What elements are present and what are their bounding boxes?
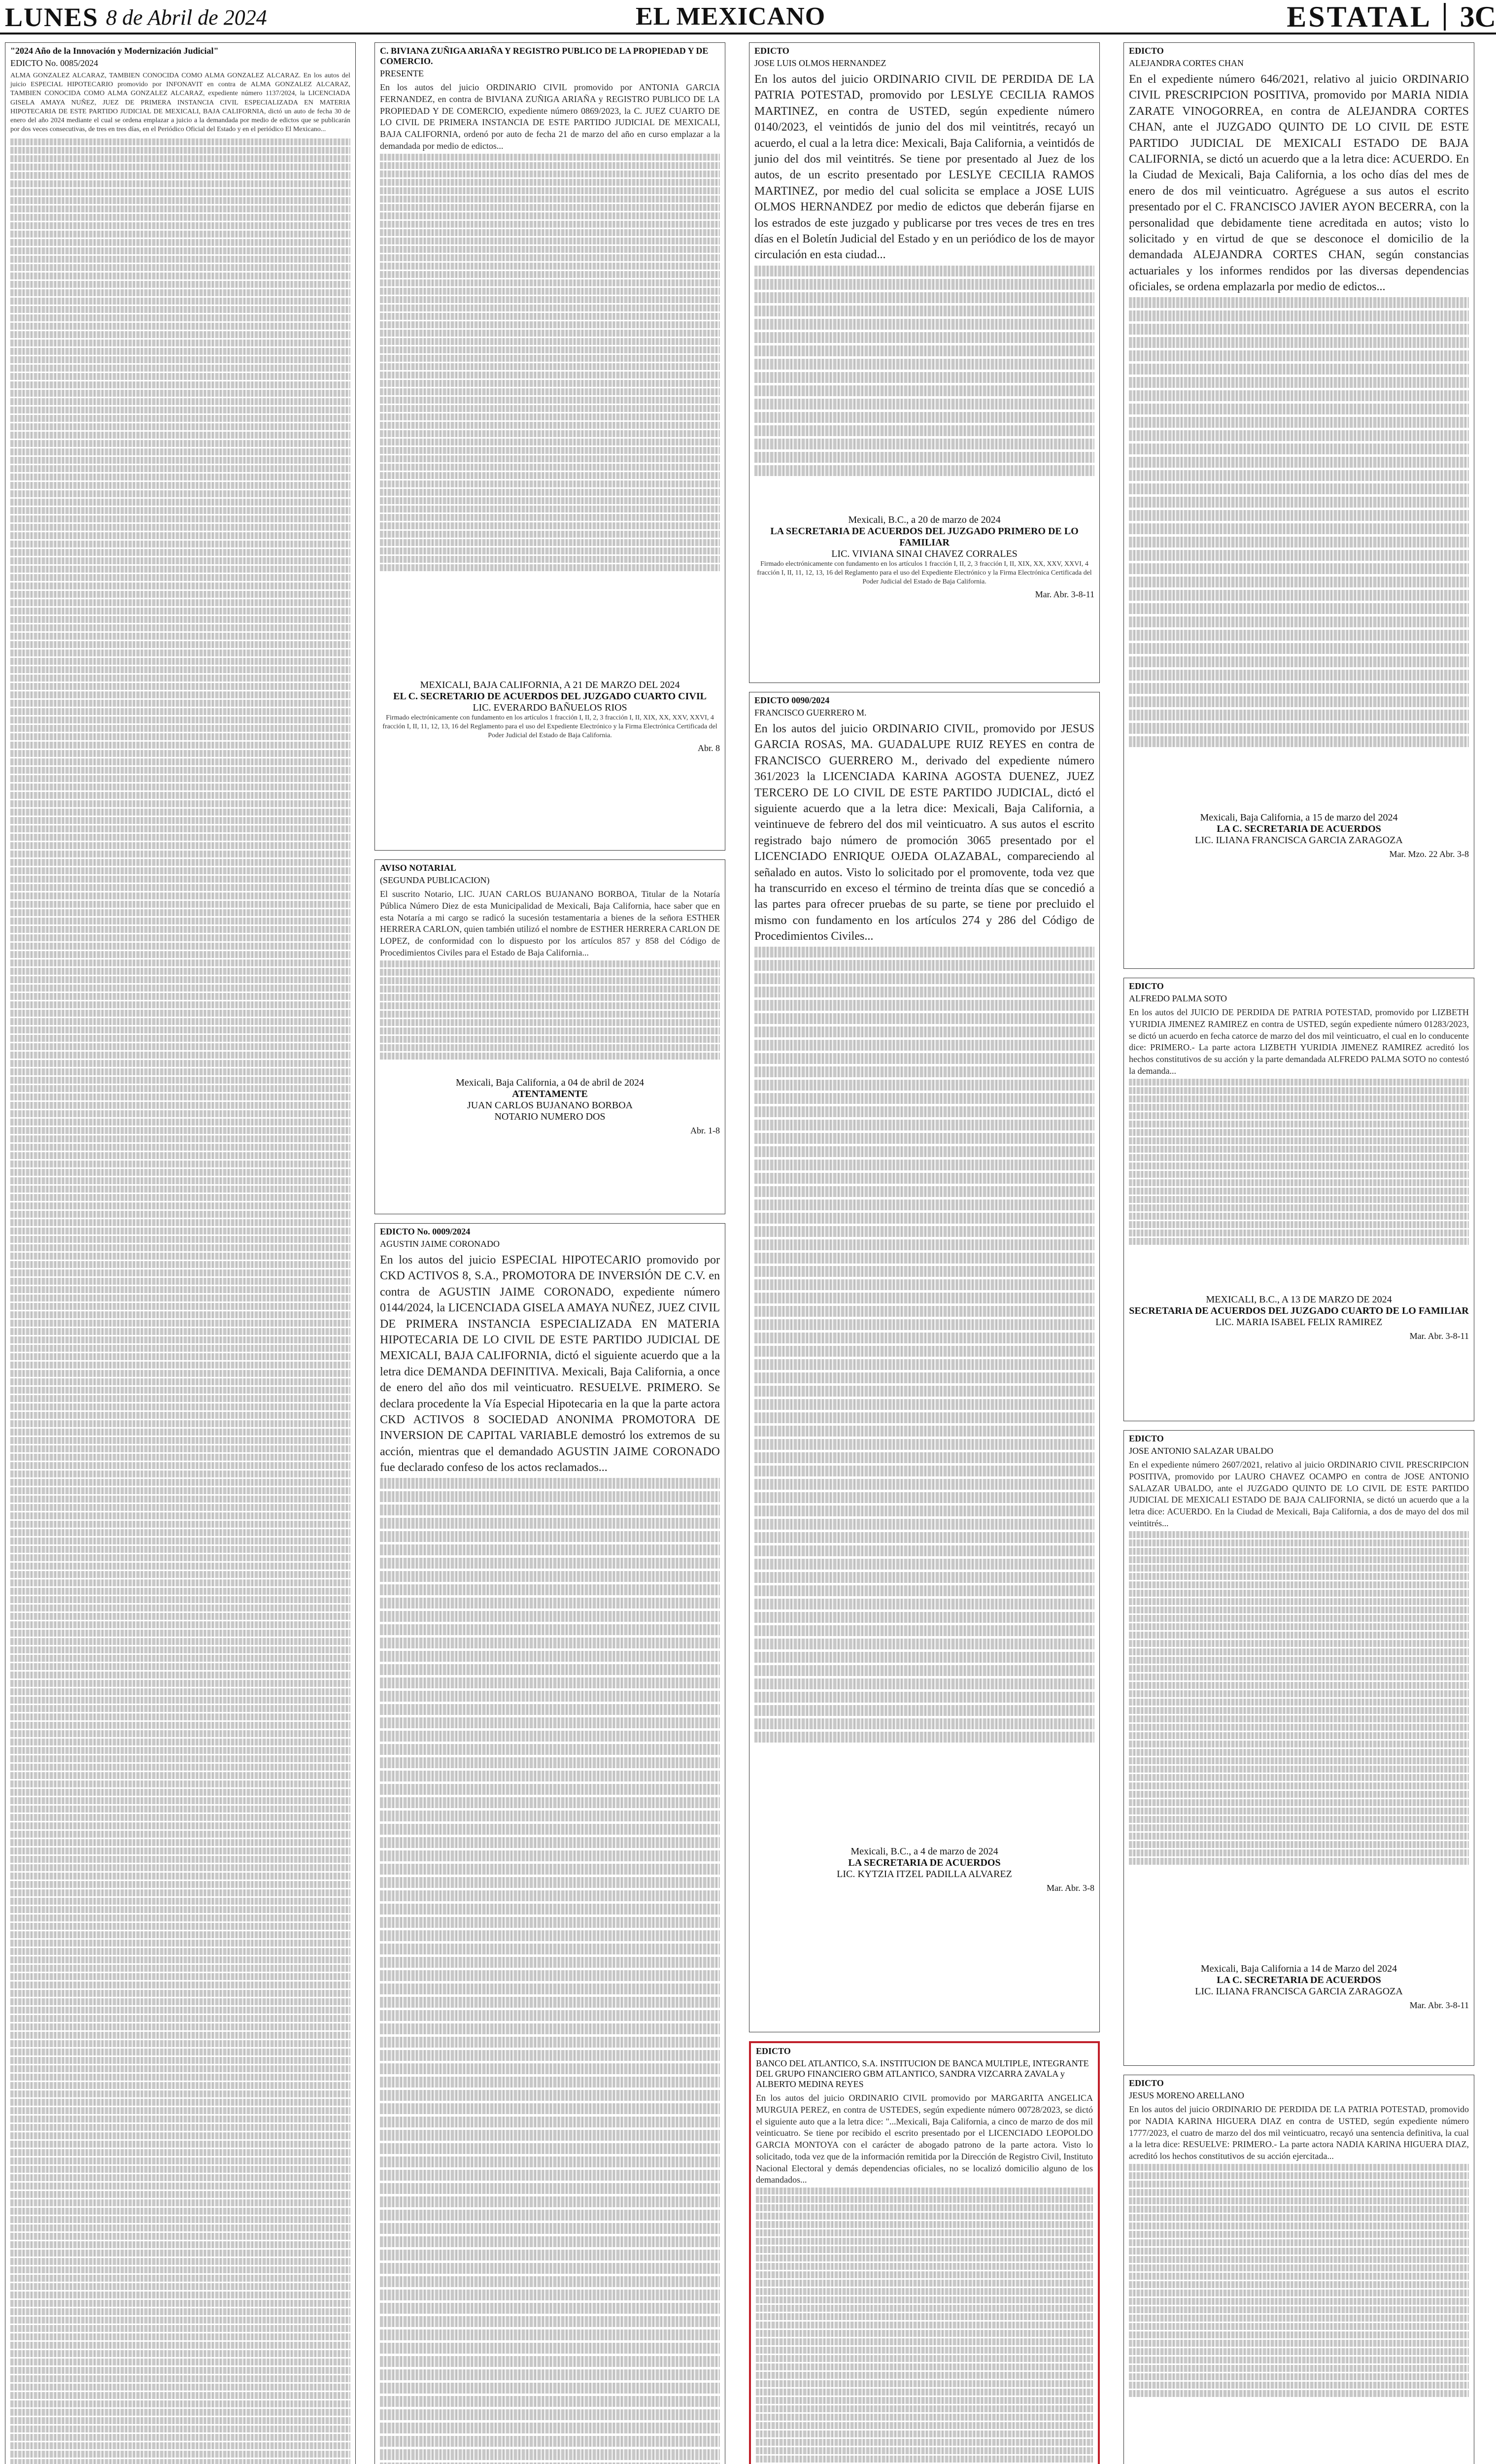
notice-signatory-title: SECRETARIA DE ACUERDOS DEL JUZGADO CUARTO DE LO FAMILIAR	[1129, 1305, 1469, 1316]
legal-notice	[1123, 2075, 1474, 2464]
notice-body: En los autos del juicio ORDINARIO DE PERDIDA DE LA PATRIA POTESTAD, promovido por NADIA KARINA HIGUERA DIAZ en contra de USTED, según expediente número 1777/2023, el cuatro de marzo del dos mil veinticuatro, recayó una sentencia definitiva, la cual a la letra dice: RESUELVE: PRIMERO.- La parte actora NADIA KARINA HIGUERA DIAZ, acreditó los hechos constitutivos de su acción ejercitada...	[1129, 2104, 1469, 2161]
notice-heading: EDICTO 0090/2024	[754, 695, 830, 705]
notice-subheading: BANCO DEL ATLANTICO, S.A. INSTITUCION DE BANCA MULTIPLE, INTEGRANTE DEL GRUPO FINANCIERO GBM ATLANTICO, SANDRA VIZCARRA ZAVALA y ALBERTO MEDINA REYES	[756, 2058, 1089, 2089]
notice-reference: Mar. Abr. 3-8	[1047, 1883, 1094, 1893]
unreadable-text-block	[380, 959, 720, 1072]
legal-notice	[374, 1223, 725, 2464]
notice-signatory-name: LIC. VIVIANA SINAI CHAVEZ CORRALES	[831, 548, 1018, 559]
header-divider	[1444, 3, 1446, 31]
notice-heading: EDICTO	[1129, 981, 1164, 991]
notice-signatory-title: LA C. SECRETARIA DE ACUERDOS	[1217, 1974, 1381, 1985]
unreadable-text-block	[754, 263, 1094, 510]
notice-reference: Mar. Abr. 3-8-11	[1409, 1331, 1469, 1341]
notice-footnote: Firmado electrónicamente con fundamento en los artículos 1 fracción I, II, 2, 3 fracción I, II, XIX, XX, XXV, XXVI, 4 fracción I, II, 11, 12, 13, 16 del Reglamento para el uso del Expediente Electrónico y la Firma Electrónica Certificada del Poder Judicial del Estado de Baja California.	[382, 714, 717, 739]
notice-place-date: MEXICALI, B.C., A 13 DE MARZO DE 2024	[1206, 1294, 1392, 1305]
notice-signatory-name: LIC. KYTZIA ITZEL PADILLA ALVAREZ	[837, 1869, 1012, 1880]
page-header	[0, 0, 1496, 34]
notice-signatory-name: LIC. MARIA ISABEL FELIX RAMIREZ	[1215, 1316, 1383, 1328]
notice-subheading: JESUS MORENO ARELLANO	[1129, 2090, 1245, 2100]
notice-place-date: MEXICALI, BAJA CALIFORNIA, A 21 DE MARZO DEL 2024	[420, 679, 680, 690]
unreadable-text-block	[380, 1475, 720, 2464]
column-2	[374, 42, 725, 2464]
notice-heading: EDICTO	[754, 46, 789, 56]
notice-heading: EDICTO	[1129, 2078, 1164, 2088]
notice-reference: Abr. 1-8	[690, 1125, 720, 1135]
notice-body: ALMA GONZALEZ ALCARAZ, TAMBIEN CONOCIDA COMO ALMA GONZALEZ ALCARAZ. En los autos del juicio ESPECIAL HIPOTECARIO promovido por INFONAVIT en contra de ALMA GONZALEZ ALCARAZ, TAMBIEN CONOCIDA COMO ALMA GONZALEZ ALCARAZ, expediente número 1137/2024, la LICENCIADA GISELA AMAYA NUÑEZ, JUEZ DE PRIMERA INSTANCIA CIVIL ESPECIALIZADA EN MATERIA HIPOTECARIA DE ESTE PARTIDO JUDICIAL DE MEXICALI, BAJA CALIFORNIA, dictó un auto de fecha 30 de enero del año 2024 mediante el cual se ordena emplazar a juicio a la demandada por medio de edictos que se publicarán por dos veces consecutivas, de tres en tres días, en el Periódico Oficial del Estado y en el periódico El Mexicano...	[10, 72, 350, 134]
notice-body: El suscrito Notario, LIC. JUAN CARLOS BUJANANO BORBOA, Titular de la Notaría Pública Número Diez de esta Municipalidad de Mexicali, Baja California, hace saber que en esta Notaría a mi cargo se radicó la sucesión testamentaria a bienes de la señora ESTHER HERRERA CARLON, quien también utilizó el nombre de ESTHER HERRERA CARLON DE LOPEZ, de conformidad con lo dispuesto por los artículos 857 y 858 del Código de Procedimientos Civiles para el Estado de Baja California...	[380, 889, 720, 958]
unreadable-text-block	[756, 2186, 1093, 2464]
notice-signatory-title: ATENTAMENTE	[512, 1088, 588, 1099]
notice-signatory-role: NOTARIO NUMERO DOS	[494, 1111, 606, 1122]
notice-subheading: JOSE ANTONIO SALAZAR UBALDO	[1129, 1446, 1274, 1456]
notice-reference: Mar. Abr. 3-8-11	[1035, 589, 1094, 600]
notice-place-date: Mexicali, Baja California, a 04 de abril de 2024	[455, 1077, 645, 1088]
notice-body: En los autos del juicio ORDINARIO CIVIL DE PERDIDA DE LA PATRIA POTESTAD, promovido por LESLYE CECILIA RAMOS MARTINEZ, en contra de USTED, según expediente número 0140/2023, el veintidós de junio del dos mil veintitrés, recayó un acuerdo, el cual a la letra dice: Mexicali, Baja California, a veintidós de junio del dos mil veintitrés. Se tiene por presentado al Juez de los autos, de un escrito presentado por LESLYE CECILIA RAMOS MARTINEZ, por medio del cual solicita se emplace a JOSE LUIS OLMOS HERNANDEZ por medio de edictos que deberán fijarse en los estrados de este juzgado y publicarse por tres veces de tres en tres días en el Boletín Judicial del Estado y en un periódico de los de mayor circulación en esta ciudad...	[754, 73, 1094, 262]
column-1	[5, 42, 356, 2464]
column-3	[749, 42, 1100, 2464]
notice-place-date: Mexicali, B.C., a 4 de marzo de 2024	[850, 1846, 998, 1857]
notice-body: En los autos del juicio ESPECIAL HIPOTECARIO promovido por CKD ACTIVOS 8, S.A., PROMOTORA DE INVERSIÓN DE C.V. en contra de AGUSTIN JAIME CORONADO, expediente número 0144/2024, la LICENCIADA GISELA AMAYA NUÑEZ, JUEZ CIVIL DE PRIMERA INSTANCIA ESPECIALIZADA EN MATERIA HIPOTECARIA DE LO CIVIL DE ESTE PARTIDO JUDICIAL DE MEXICALI, BAJA CALIFORNIA, dictó el siguiente acuerdo que a la letra dice DEMANDA DEFINITIVA. Mexicali, Baja California, a once de enero del año dos mil veinticuatro. RESUELVE. PRIMERO. Se declara procedente la Vía Especial Hipotecaria en la que la parte actora CKD ACTIVOS 8 SOCIEDAD ANONIMA PROMOTORA DE INVERSION DE CAPITAL VARIABLE demostró los extremos de su acción, mientras que el demandado AGUSTIN JAIME CORONADO fue declarado confeso de los actos reclamados...	[380, 1254, 720, 1474]
notice-heading: EDICTO	[756, 2046, 791, 2056]
notice-body: En los autos del juicio ORDINARIO CIVIL, promovido por JESUS GARCIA ROSAS, MA. GUADALUPE RUIZ REYES en contra de FRANCISCO GUERRERO M., derivado del expediente número 361/2023 la LICENCIADA KARINA AGOSTA DUENEZ, JUEZ TERCERO DE LO CIVIL DE ESTE PARTIDO JUDICIAL, dictó el siguiente acuerdo que a la letra dice: Mexicali, Baja California, a veintinueve de febrero del dos mil veinticuatro. A sus autos el escrito registrado bajo número de promoción 3065 presentado por el LICENCIADO ENRIQUE OJEDA OLAZABAL, compareciendo al señalado en autos. Visto lo solicitado por el promovente, toda vez que ha transcurrido en exceso el término de treinta días que se concedió a las partes para ofrecer pruebas de su parte, se tiene por precluido el mismo con fundamento en los artículos 274 y 286 del Código de Procedimientos Civiles...	[754, 722, 1094, 943]
notice-signatory-name: LIC. EVERARDO BAÑUELOS RIOS	[473, 702, 627, 713]
legal-notice	[1123, 1430, 1474, 2066]
notice-signatory-name: JUAN CARLOS BUJANANO BORBOA	[467, 1099, 633, 1111]
notice-heading: EDICTO No. 0009/2024	[380, 1227, 471, 1236]
notice-place-date: Mexicali, Baja California, a 15 de marzo del 2024	[1200, 812, 1398, 823]
notice-reference: Mar. Mzo. 22 Abr. 3-8	[1389, 849, 1469, 859]
notice-heading: AVISO NOTARIAL	[380, 863, 456, 873]
legal-notice	[5, 42, 356, 2464]
header-day: LUNES	[5, 2, 99, 32]
notice-heading: EDICTO	[1129, 1434, 1164, 1443]
notice-signatory-title: LA SECRETARIA DE ACUERDOS DEL JUZGADO PRIMERO DE LO FAMILIAR	[770, 525, 1079, 548]
notice-subheading: (SEGUNDA PUBLICACION)	[380, 875, 490, 885]
notice-signatory-title: LA SECRETARIA DE ACUERDOS	[848, 1857, 1001, 1869]
notice-subheading: JOSE LUIS OLMOS HERNANDEZ	[754, 58, 886, 68]
notice-heading: "2024 Año de la Innovación y Modernización Judicial"	[10, 46, 219, 56]
legal-notice	[1123, 42, 1474, 969]
unreadable-text-block	[1129, 2162, 1469, 2463]
legal-notice	[749, 692, 1100, 2032]
header-date: 8 de Abril de 2024	[106, 5, 267, 30]
notice-signatory-title: LA C. SECRETARIA DE ACUERDOS	[1217, 823, 1381, 835]
notice-signatory-name: LIC. ILIANA FRANCISCA GARCIA ZARAGOZA	[1195, 835, 1403, 846]
notice-body: En el expediente número 2607/2021, relativo al juicio ORDINARIO CIVIL PRESCRIPCION POSITIVA, promovido por LAURO CHAVEZ OCAMPO en contra de JOSE ANTONIO SALAZAR UBALDO, ante el JUZGADO QUINTO DE LO CIVIL DE ESTE PARTIDO JUDICIAL DE MEXICALI ESTADO DE BAJA CALIFORNIA, se dictó un acuerdo que a la letra dice: ACUERDO. En la Ciudad de Mexicali, Baja California, a dos de mayo del dos mil veintitrés...	[1129, 1460, 1469, 1528]
notice-body: En los autos del juicio ORDINARIO CIVIL promovido por MARGARITA ANGELICA MURGUIA PEREZ, en contra de USTEDES, según expediente número 00728/2023, se dictó el siguiente auto que a la letra dice: "...Mexicali, Baja California, a cinco de marzo de dos mil veinticuatro. Se tiene por recibido el escrito presentado por el LICENCIADO LEOPOLDO GARCIA MONTOYA con el carácter de abogado patrono de la parte actora. Visto lo solicitado, toda vez que de la información remitida por la Dirección de Registro Civil, Instituto Nacional Electoral y demás dependencias oficiales, no se localizó domicilio alguno de los demandados...	[756, 2093, 1093, 2185]
notice-subheading: PRESENTE	[380, 68, 424, 78]
legal-notice	[749, 42, 1100, 683]
notice-place-date: Mexicali, Baja California a 14 de Marzo del 2024	[1200, 1963, 1397, 1974]
unreadable-text-block	[1129, 1530, 1469, 1958]
notice-reference: Abr. 8	[698, 743, 720, 753]
legal-notice-highlighted	[749, 2041, 1100, 2464]
notice-signatory-title: EL C. SECRETARIO DE ACUERDOS DEL JUZGADO CUARTO CIVIL	[393, 690, 707, 702]
notice-subheading: ALEJANDRA CORTES CHAN	[1129, 58, 1244, 68]
notice-subheading: AGUSTIN JAIME CORONADO	[380, 1239, 500, 1249]
page-number: 3C	[1460, 0, 1496, 33]
legal-notice	[374, 859, 725, 1214]
unreadable-text-block	[1129, 295, 1469, 807]
unreadable-text-block	[380, 152, 720, 675]
notice-place-date: Mexicali, B.C., a 20 de marzo de 2024	[848, 514, 1001, 525]
notice-heading: EDICTO	[1129, 46, 1164, 56]
newspaper-name: EL MEXICANO	[636, 2, 826, 31]
section-name: ESTATAL	[1287, 0, 1432, 33]
notice-reference: Mar. Abr. 3-8-11	[1409, 2000, 1469, 2010]
unreadable-text-block	[10, 137, 350, 2464]
notice-body: En los autos del juicio ORDINARIO CIVIL promovido por ANTONIA GARCIA FERNANDEZ, en contra de BIVIANA ZUÑIGA ARIAÑA y REGISTRO PUBLICO DE LA PROPIEDAD Y DE COMERCIO, expediente número 0869/2023, la C. JUEZ CUARTO DE LO CIVIL DE PRIMERA INSTANCIA DE ESTE PARTIDO JUDICIAL DE MEXICALI, BAJA CALIFORNIA, ordenó por auto de fecha 21 de marzo del año en curso emplazar a la demandada por medio de edictos...	[380, 82, 720, 151]
unreadable-text-block	[754, 944, 1094, 1841]
notice-signatory-name: LIC. ILIANA FRANCISCA GARCIA ZARAGOZA	[1195, 1985, 1403, 1997]
notice-footnote: Firmado electrónicamente con fundamento en los artículos 1 fracción I, II, 2, 3 fracción I, II, XIX, XX, XXV, XXVI, 4 fracción I, II, 11, 12, 13, 16 del Reglamento para el uso del Expediente Electrónico y la Firma Electrónica Certificada del Poder Judicial del Estado de Baja California.	[757, 560, 1092, 586]
notice-body: En los autos del JUICIO DE PERDIDA DE PATRIA POTESTAD, promovido por LIZBETH YURIDIA JIMENEZ RAMIREZ en contra de USTED, según expediente número 01283/2023, se dictó un acuerdo en fecha catorce de marzo del dos mil veinticuatro, el cual en lo conducente dice: PRIMERO.- La parte actora LIZBETH YURIDIA JIMENEZ RAMIREZ acreditó los hechos constitutivos de su acción y la parte demandada ALFREDO PALMA SOTO no contestó la demanda...	[1129, 1007, 1469, 1076]
legal-notice	[374, 42, 725, 851]
column-4	[1123, 42, 1474, 2464]
notice-subheading: ALFREDO PALMA SOTO	[1129, 993, 1227, 1003]
unreadable-text-block	[1129, 1077, 1469, 1289]
notice-body: En el expediente número 646/2021, relativo al juicio ORDINARIO CIVIL PRESCRIPCION POSITIVA, promovido por MARIA NIDIA ZARATE VINOGORREA, en contra de ALEJANDRA CORTES CHAN, ante el JUZGADO QUINTO DE LO CIVIL DE ESTE PARTIDO JUDICIAL DE MEXICALI ESTADO DE BAJA CALIFORNIA, se dictó un acuerdo que a la letra dice: ACUERDO. En la Ciudad de Mexicali, Baja California, a los ocho días del mes de enero de dos mil veinticuatro. Agréguese a sus autos el escrito presentado por el C. FRANCISCO JAVIER AYON BECERRA, con la personalidad que debidamente tiene acreditada en autos; visto lo solicitado y en virtud de que se desconoce el domicilio de la demandada ALEJANDRA CORTES CHAN, según constancias actuariales y los informes rendidos por las diversas dependencias oficiales, se ordena emplazarla por medio de edictos...	[1129, 73, 1469, 294]
legal-notice	[1123, 978, 1474, 1421]
notice-subheading: EDICTO No. 0085/2024	[10, 58, 99, 68]
notice-heading: C. BIVIANA ZUÑIGA ARIAÑA Y REGISTRO PUBLICO DE LA PROPIEDAD Y DE COMERCIO.	[380, 46, 709, 66]
notice-subheading: FRANCISCO GUERRERO M.	[754, 708, 867, 718]
